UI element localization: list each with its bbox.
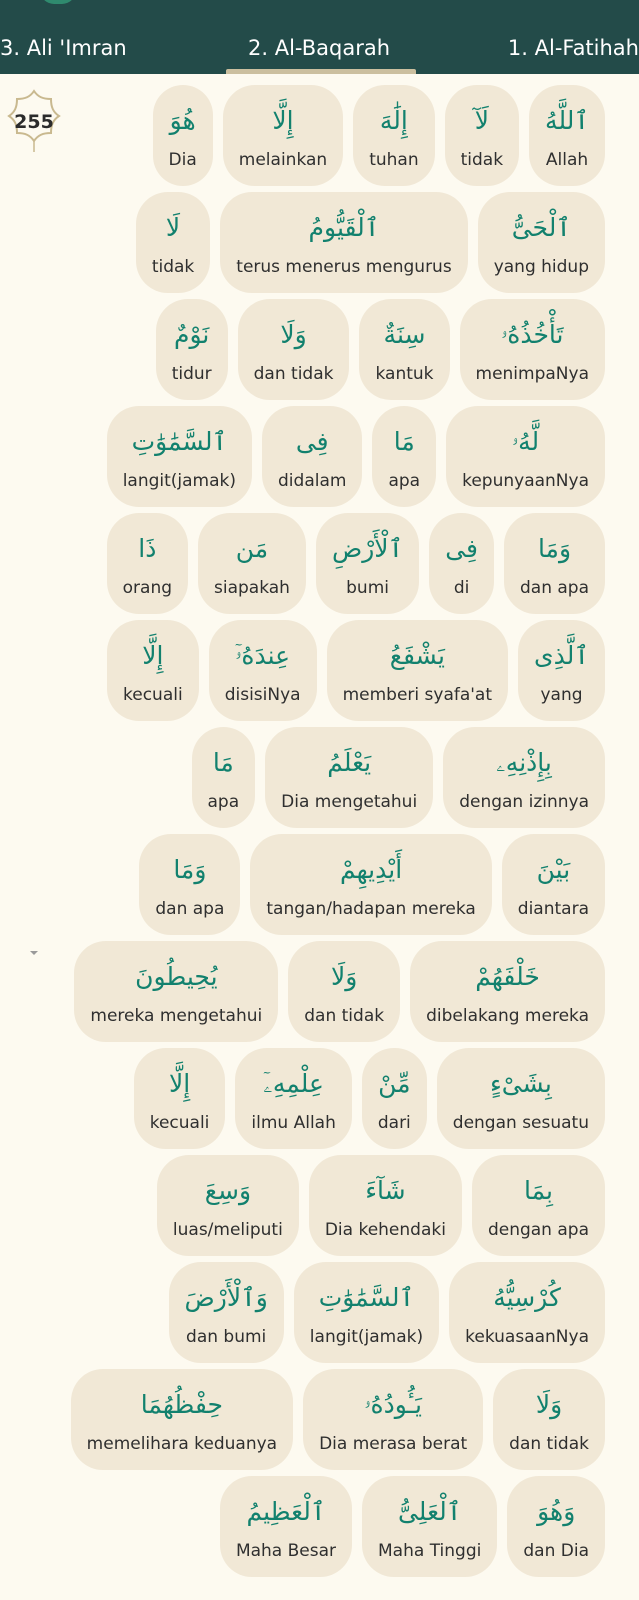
word-card[interactable]: [156, 299, 228, 400]
word-card[interactable]: [372, 406, 436, 507]
word-card[interactable]: [327, 620, 508, 721]
tab-al-baqarah[interactable]: 2. Al-Baqarah: [248, 36, 391, 60]
arabic-word: بَيْنَ: [536, 854, 571, 884]
word-meaning: tangan/hadapan mereka: [266, 898, 476, 919]
arabic-word: ٱلْأَرْضِ: [331, 533, 404, 563]
arabic-word: ذَا: [138, 533, 157, 563]
arabic-word: يُحِيطُونَ: [135, 961, 218, 991]
word-meaning: tuhan: [369, 149, 419, 170]
verse-word-row: [25, 941, 605, 1042]
word-meaning: menimpaNya: [475, 363, 589, 384]
verse-word-row: [25, 513, 605, 614]
arabic-word: فِى: [295, 426, 329, 456]
arabic-word: إِلَٰهَ: [379, 105, 408, 135]
word-meaning: apa: [388, 470, 421, 491]
word-meaning: apa: [207, 791, 240, 812]
arabic-word: ٱلسَّمَٰوَٰتِ: [318, 1282, 415, 1312]
verse-word-row: [25, 1155, 605, 1256]
arabic-word: إِلَّا: [168, 1068, 191, 1098]
word-card[interactable]: [74, 941, 278, 1042]
word-card[interactable]: [192, 727, 256, 828]
arabic-word: أَيْدِيهِمْ: [340, 854, 403, 884]
arabic-word: ٱلْحَىُّ: [511, 212, 571, 242]
word-meaning: diantara: [517, 898, 589, 919]
word-meaning: dan apa: [155, 898, 225, 919]
word-meaning: di: [453, 577, 470, 598]
tab-ali-imran[interactable]: 3. Ali 'Imran: [0, 36, 127, 60]
word-meaning: tidur: [171, 363, 212, 384]
word-card[interactable]: [410, 941, 605, 1042]
selected-tab-indicator: [226, 69, 416, 74]
arabic-word: يَعْلَمُ: [327, 747, 372, 777]
verse-word-row: [25, 1476, 605, 1577]
word-meaning: didalam: [278, 470, 347, 491]
word-meaning: dari: [377, 1112, 411, 1133]
word-card[interactable]: [223, 85, 343, 186]
arabic-word: بِشَىْءٍ: [489, 1068, 552, 1098]
word-card[interactable]: [157, 1155, 299, 1256]
verse-word-row: [25, 299, 605, 400]
word-card[interactable]: [198, 513, 306, 614]
word-card[interactable]: [362, 1048, 427, 1149]
arabic-word: عِندَهُۥٓ: [235, 640, 291, 670]
word-meaning: disisiNya: [224, 684, 301, 705]
word-meaning: Dia: [168, 149, 197, 170]
word-card[interactable]: [362, 1476, 497, 1577]
arabic-word: نَوْمٌ: [173, 319, 210, 349]
word-meaning: kecuali: [149, 1112, 210, 1133]
arabic-word: إِلَّا: [272, 105, 294, 135]
word-card[interactable]: [507, 1476, 605, 1577]
word-card[interactable]: [316, 513, 419, 614]
action-button-partial[interactable]: [40, 0, 76, 4]
word-card[interactable]: [303, 1369, 483, 1470]
word-meaning: terus menerus mengurus: [236, 256, 452, 277]
arabic-word: وَهُوَ: [537, 1496, 576, 1526]
word-meaning: dengan apa: [487, 1219, 589, 1240]
word-card[interactable]: [518, 620, 605, 721]
arabic-word: وَسِعَ: [204, 1175, 252, 1205]
word-by-word-list: [25, 85, 605, 1583]
arabic-word: ٱللَّهُ: [545, 105, 589, 135]
verse-word-row: [25, 192, 605, 293]
arabic-word: إِلَّا: [142, 640, 164, 670]
verse-word-row: [25, 620, 605, 721]
word-card[interactable]: [437, 1048, 605, 1149]
word-meaning: ilmu Allah: [251, 1112, 336, 1133]
arabic-word: بِمَا: [523, 1175, 553, 1205]
arabic-word: تَأْخُذُهُۥ: [501, 319, 564, 349]
word-meaning: Maha Tinggi: [378, 1540, 482, 1561]
word-meaning: luas/meliputi: [172, 1219, 283, 1240]
arabic-word: مَا: [212, 747, 234, 777]
word-meaning: dan tidak: [304, 1005, 385, 1026]
word-card[interactable]: [288, 941, 400, 1042]
word-card[interactable]: [235, 1048, 351, 1149]
word-card[interactable]: [136, 192, 210, 293]
word-meaning: siapakah: [214, 577, 290, 598]
word-meaning: yang hidup: [493, 256, 589, 277]
surah-tab-bar: [0, 0, 639, 74]
word-meaning: dan tidak: [253, 363, 334, 384]
word-meaning: dan bumi: [186, 1326, 267, 1347]
word-meaning: Maha Besar: [235, 1540, 337, 1561]
word-meaning: Dia merasa berat: [319, 1433, 468, 1454]
word-meaning: memelihara keduanya: [86, 1433, 278, 1454]
word-card[interactable]: [478, 192, 605, 293]
word-meaning: dan Dia: [523, 1540, 589, 1561]
word-card[interactable]: [153, 85, 213, 186]
word-meaning: bumi: [346, 577, 389, 598]
word-card[interactable]: [107, 513, 188, 614]
arabic-word: بِإِذْنِهِۦ: [496, 747, 552, 777]
word-meaning: memberi syafa'at: [342, 684, 493, 705]
word-card[interactable]: [446, 406, 605, 507]
word-meaning: Allah: [545, 149, 589, 170]
verse-word-row: [25, 1369, 605, 1470]
arabic-word: وَمَا: [173, 854, 207, 884]
word-card[interactable]: [449, 1262, 605, 1363]
word-card[interactable]: [460, 299, 605, 400]
word-meaning: dengan sesuatu: [452, 1112, 589, 1133]
word-meaning: tidak: [460, 149, 504, 170]
word-meaning: mereka mengetahui: [90, 1005, 263, 1026]
word-card[interactable]: [429, 513, 494, 614]
word-meaning: kecuali: [123, 684, 183, 705]
word-meaning: kepunyaanNya: [462, 470, 589, 491]
word-card[interactable]: [107, 406, 252, 507]
word-meaning: kantuk: [375, 363, 434, 384]
verse-word-row: [25, 1048, 605, 1149]
word-card[interactable]: [139, 834, 240, 935]
word-meaning: dengan izinnya: [459, 791, 589, 812]
word-card[interactable]: [359, 299, 449, 400]
arabic-word: لَا: [165, 212, 181, 242]
arabic-word: شَآءَ: [365, 1175, 406, 1205]
arabic-word: مَا: [393, 426, 415, 456]
word-meaning: dan apa: [519, 577, 589, 598]
arabic-word: سِنَةٌ: [383, 319, 426, 349]
word-card[interactable]: [294, 1262, 439, 1363]
arabic-word: ٱلْعَظِيمُ: [246, 1496, 326, 1526]
arabic-word: حِفْظُهُمَا: [140, 1389, 223, 1419]
word-card[interactable]: [445, 85, 519, 186]
word-card[interactable]: [220, 192, 467, 293]
word-meaning: langit(jamak): [309, 1326, 424, 1347]
word-card[interactable]: [262, 406, 362, 507]
word-meaning: melainkan: [238, 149, 328, 170]
word-card[interactable]: [250, 834, 491, 935]
arabic-word: وَلَا: [331, 961, 358, 991]
word-meaning: langit(jamak): [122, 470, 237, 491]
word-card[interactable]: [209, 620, 317, 721]
word-meaning: kekuasaanNya: [465, 1326, 589, 1347]
word-card[interactable]: [220, 1476, 352, 1577]
word-meaning: Dia mengetahui: [281, 791, 418, 812]
word-card[interactable]: [309, 1155, 462, 1256]
word-card[interactable]: [493, 1369, 605, 1470]
arabic-word: كُرْسِيُّهُ: [493, 1282, 561, 1312]
arabic-word: مِّنْ: [378, 1068, 411, 1098]
verse-word-row: [25, 834, 605, 935]
word-meaning: dibelakang mereka: [426, 1005, 589, 1026]
word-meaning: tidak: [151, 256, 195, 277]
word-card[interactable]: [502, 834, 605, 935]
arabic-word: مَن: [235, 533, 269, 563]
arabic-word: وَلَا: [280, 319, 307, 349]
word-card[interactable]: [504, 513, 605, 614]
word-meaning: dan tidak: [509, 1433, 589, 1454]
word-meaning: orang: [122, 577, 173, 598]
word-card[interactable]: [443, 727, 605, 828]
arabic-word: عِلْمِهِۦٓ: [263, 1068, 324, 1098]
arabic-word: خَلْفَهُمْ: [475, 961, 540, 991]
arabic-word: ٱلْقَيُّومُ: [308, 212, 380, 242]
arabic-word: وَمَا: [537, 533, 572, 563]
word-meaning: yang: [540, 684, 583, 705]
word-meaning: Dia kehendaki: [324, 1219, 446, 1240]
word-card[interactable]: [134, 1048, 226, 1149]
arabic-word: وَٱلْأَرْضَ: [184, 1282, 268, 1312]
word-card[interactable]: [353, 85, 434, 186]
word-card[interactable]: [238, 299, 350, 400]
verse-word-row: [25, 727, 605, 828]
arabic-word: يَشْفَعُ: [389, 640, 445, 670]
arabic-word: ٱلسَّمَٰوَٰتِ: [131, 426, 228, 456]
word-card[interactable]: [472, 1155, 605, 1256]
arabic-word: لَآ: [474, 105, 489, 135]
verse-number: 255: [14, 111, 54, 133]
arabic-word: ٱلَّذِى: [534, 640, 589, 670]
tab-al-fatihah[interactable]: 1. Al-Fatihah: [507, 36, 639, 60]
word-card[interactable]: [71, 1369, 293, 1470]
arabic-word: فِى: [445, 533, 478, 563]
verse-word-row: [25, 85, 605, 186]
arabic-word: هُوَ: [169, 105, 196, 135]
arabic-word: يَـُٔودُهُۥ: [364, 1389, 422, 1419]
arabic-word: لَّهُۥ: [511, 426, 540, 456]
word-card[interactable]: [265, 727, 433, 828]
arabic-word: ٱلْعَلِىُّ: [397, 1496, 462, 1526]
word-card[interactable]: [169, 1262, 284, 1363]
word-card[interactable]: [529, 85, 605, 186]
arabic-word: وَلَا: [535, 1389, 563, 1419]
word-card[interactable]: [107, 620, 199, 721]
verse-word-row: [25, 1262, 605, 1363]
verse-word-row: [25, 406, 605, 507]
